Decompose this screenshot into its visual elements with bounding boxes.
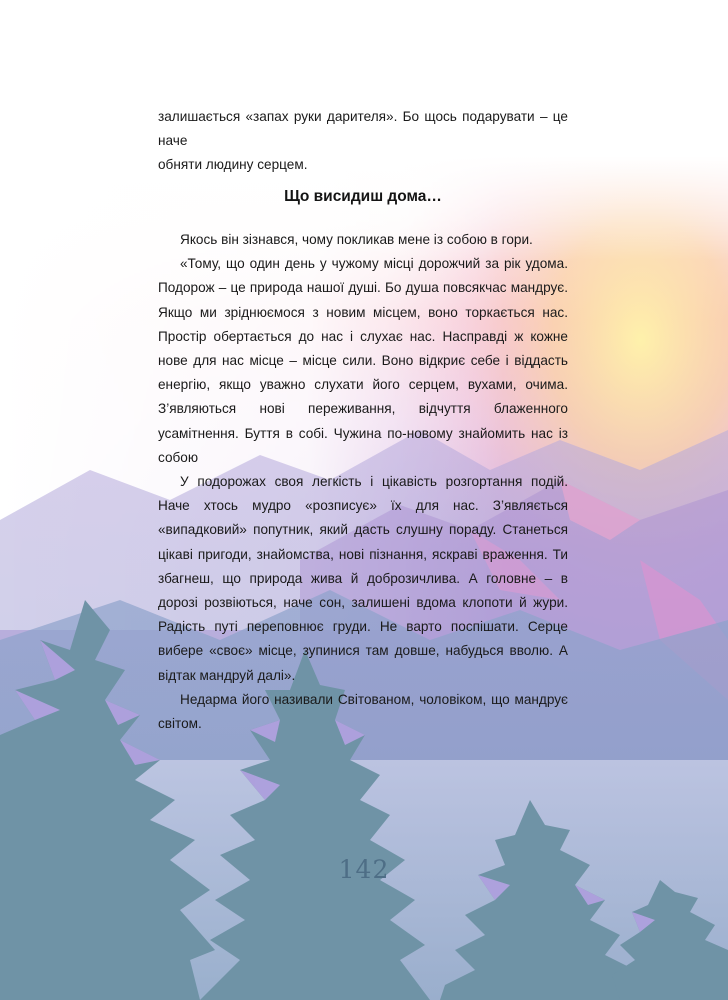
intro-line-2: обняти людину серцем. <box>158 157 308 173</box>
intro-paragraph <box>158 105 568 178</box>
paragraph-2: «Тому, що один день у чужому місці дорожчий за рік удома. Подорож – це природа нашої душі. Бо душа повсякчас мандрує. Якщо ми зріднюємося з новим місцем, воно торкається нас. Простір обертається до нас і слухає нас. Насправді ж кожне нове для нас місце – місце сили. Воно відкриє себе і віддасть енергію, якщо уважно слухати його серцем, вухами, очима. З’являються нові переживання, відчуття блаженного усамітнення. Буття в собі. Чужина по-новому знайомить нас із собою <box>158 256 568 465</box>
paragraph-4: Недарма його називали Світованом, чоловіком, що мандрує світом. <box>158 691 568 732</box>
paragraph-3: У подорожах своя легкість і цікавість розгортання подій. Наче хтось мудро «розписує» їх для нас. З’являється «випадковий» попутник, який дасть слушну пораду. Станеться цікаві пригоди, знайомства, нові пізнання, яскраві враження. Ти збагнеш, що природа жива й доброзичлива. А головне – в дорозі розвіються, наче сон, залишені вдома клопоти й жури. Радість путі переповнює груди. Не варто поспішати. Серце вибере «своє» місце, зупинися там довше, набудься вволю. А відтак мандруй далі». <box>158 474 568 683</box>
section-body <box>158 228 568 736</box>
paragraph-1: Якось він зізнався, чому покликав мене із собою в гори. <box>180 232 533 247</box>
section-title: Що висидиш дома… <box>284 188 442 205</box>
intro-line-1: залишається «запах руки дарителя». Бо щось подарувати – це наче <box>158 109 568 149</box>
page-number: 142 <box>338 855 390 884</box>
